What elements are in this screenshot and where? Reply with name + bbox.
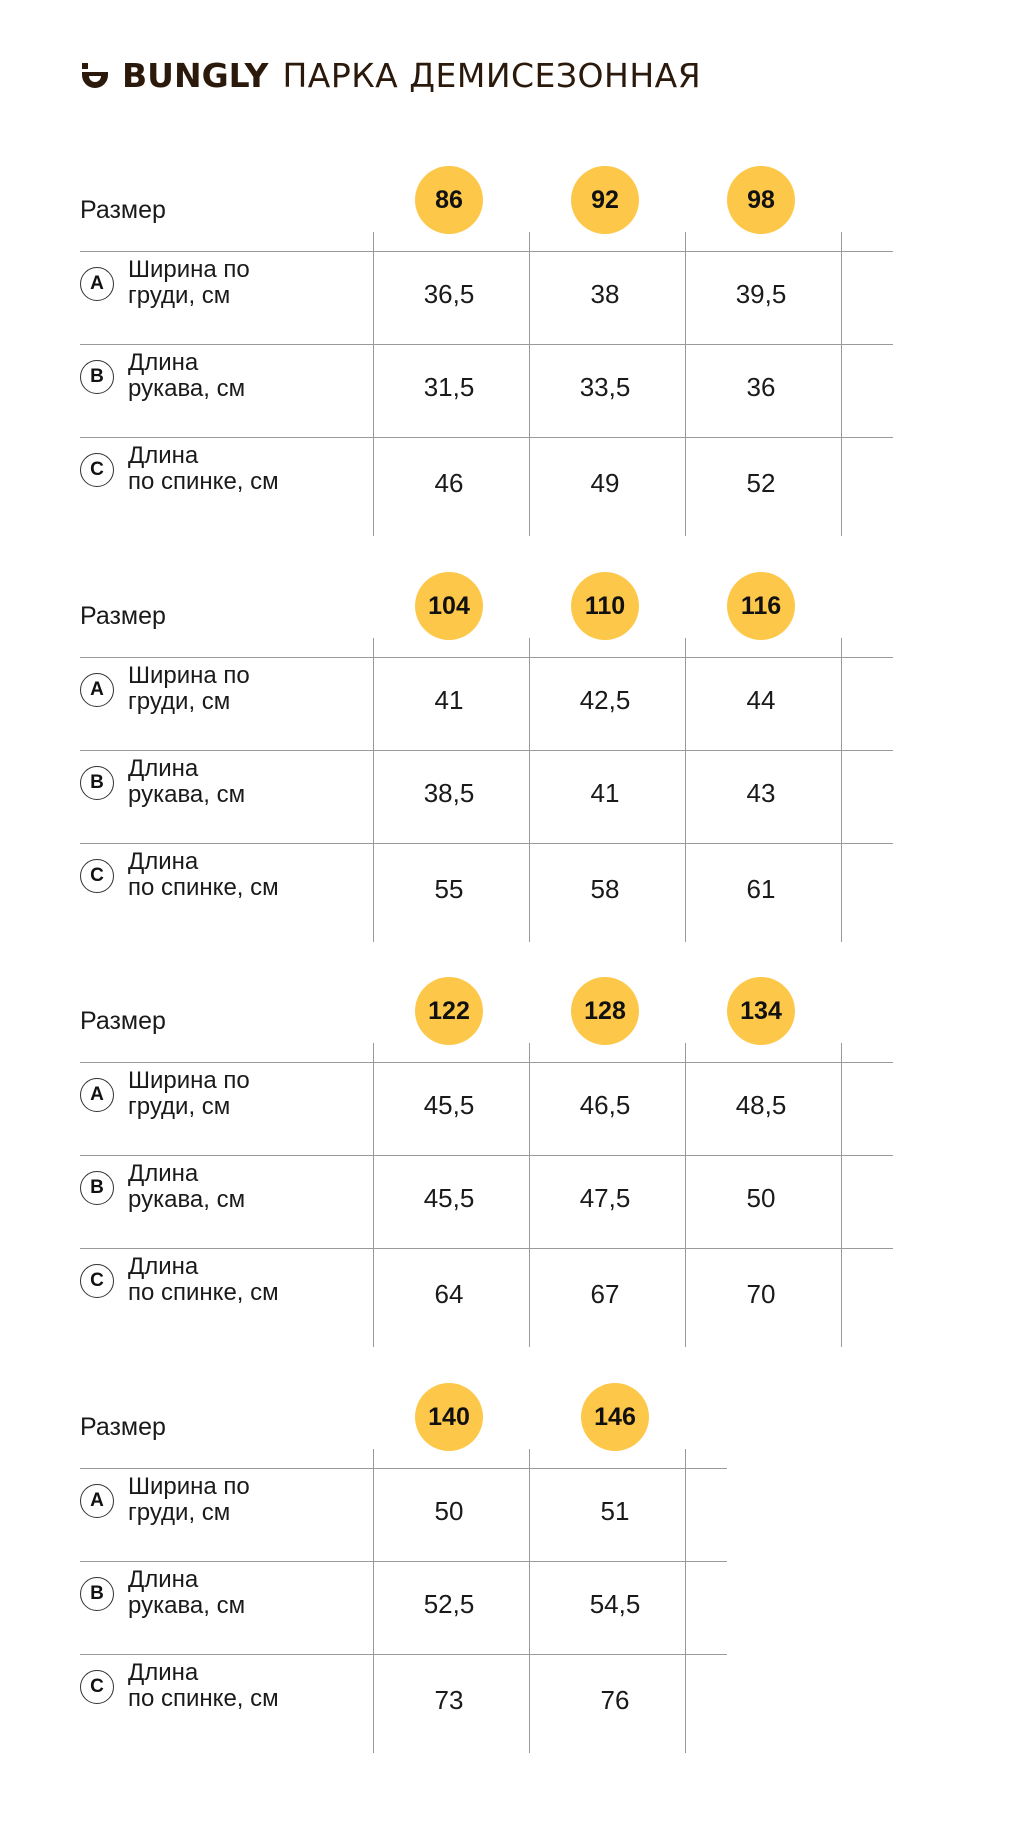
size-badge: 128 xyxy=(571,977,639,1045)
row-label xyxy=(128,1567,358,1619)
table-cell: 45,5 xyxy=(423,1183,475,1213)
size-caption: Размер xyxy=(80,1007,166,1035)
table-cell: 70 xyxy=(746,1279,776,1309)
row-label-line1: Длина xyxy=(128,1659,199,1686)
row-label xyxy=(128,1161,358,1213)
row-divider xyxy=(80,344,893,345)
row-divider xyxy=(80,750,893,751)
row-label-line2: рукава, см xyxy=(128,1592,246,1619)
size-badge: 146 xyxy=(581,1383,649,1451)
row-letter-badge: A xyxy=(80,673,114,707)
row-label-line1: Ширина по xyxy=(128,1067,250,1094)
size-badge: 110 xyxy=(571,572,639,640)
column-divider xyxy=(373,1449,374,1753)
row-label xyxy=(128,1068,358,1120)
row-divider xyxy=(80,437,893,438)
row-label-line2: рукава, см xyxy=(128,1186,246,1213)
column-divider xyxy=(373,1043,374,1347)
column-divider xyxy=(373,638,374,942)
size-table xyxy=(0,572,1024,962)
row-label xyxy=(128,849,358,901)
column-divider xyxy=(841,232,842,536)
column-divider xyxy=(685,638,686,942)
table-cell: 46 xyxy=(434,468,464,498)
table-cell: 46,5 xyxy=(579,1090,631,1120)
row-divider xyxy=(80,1062,893,1063)
row-letter-badge: C xyxy=(80,859,114,893)
column-divider xyxy=(685,1043,686,1347)
row-label-line1: Ширина по xyxy=(128,1473,250,1500)
table-cell: 42,5 xyxy=(579,685,631,715)
smile-cup-icon xyxy=(80,60,110,90)
table-cell: 33,5 xyxy=(579,372,631,402)
table-cell: 41 xyxy=(590,778,620,808)
size-table xyxy=(0,166,1024,556)
header xyxy=(80,52,701,98)
row-label-line2: груди, см xyxy=(128,1499,231,1526)
row-letter-badge: A xyxy=(80,267,114,301)
size-badge: 140 xyxy=(415,1383,483,1451)
table-cell: 54,5 xyxy=(589,1589,641,1619)
row-label xyxy=(128,1660,358,1712)
row-label-line2: груди, см xyxy=(128,282,231,309)
column-divider xyxy=(685,232,686,536)
table-cell: 48,5 xyxy=(735,1090,787,1120)
row-divider xyxy=(80,251,893,252)
row-letter-badge: C xyxy=(80,453,114,487)
table-cell: 43 xyxy=(746,778,776,808)
row-letter-badge: B xyxy=(80,766,114,800)
size-badge: 104 xyxy=(415,572,483,640)
row-label xyxy=(128,1254,358,1306)
size-badge: 98 xyxy=(727,166,795,234)
table-cell: 52 xyxy=(746,468,776,498)
column-divider xyxy=(529,1449,530,1753)
table-cell: 50 xyxy=(434,1496,464,1526)
row-label-line1: Ширина по xyxy=(128,662,250,689)
row-label xyxy=(128,663,358,715)
row-label-line1: Длина xyxy=(128,1160,199,1187)
table-cell: 49 xyxy=(590,468,620,498)
table-cell: 41 xyxy=(434,685,464,715)
size-badge: 92 xyxy=(571,166,639,234)
row-letter-badge: B xyxy=(80,360,114,394)
row-label-line2: рукава, см xyxy=(128,781,246,808)
row-label-line2: груди, см xyxy=(128,688,231,715)
row-label-line2: по спинке, см xyxy=(128,1685,279,1712)
row-label-line2: по спинке, см xyxy=(128,874,279,901)
row-letter-badge: A xyxy=(80,1484,114,1518)
table-cell: 73 xyxy=(434,1685,464,1715)
row-label xyxy=(128,350,358,402)
row-label-line1: Ширина по xyxy=(128,256,250,283)
row-divider xyxy=(80,657,893,658)
row-letter-badge: C xyxy=(80,1264,114,1298)
table-cell: 38,5 xyxy=(423,778,475,808)
size-caption: Размер xyxy=(80,1413,166,1441)
size-table xyxy=(0,1383,1024,1773)
table-cell: 58 xyxy=(590,874,620,904)
row-label-line1: Длина xyxy=(128,848,199,875)
column-divider xyxy=(841,638,842,942)
table-cell: 61 xyxy=(746,874,776,904)
row-label-line1: Длина xyxy=(128,1253,199,1280)
size-badge: 122 xyxy=(415,977,483,1045)
column-divider xyxy=(841,1043,842,1347)
row-divider xyxy=(80,1248,893,1249)
table-cell: 45,5 xyxy=(423,1090,475,1120)
row-label-line1: Длина xyxy=(128,442,199,469)
row-label-line2: груди, см xyxy=(128,1093,231,1120)
table-cell: 44 xyxy=(746,685,776,715)
row-letter-badge: A xyxy=(80,1078,114,1112)
product-title: ПАРКА ДЕМИСЕЗОННАЯ xyxy=(282,55,702,95)
table-cell: 55 xyxy=(434,874,464,904)
row-label-line2: по спинке, см xyxy=(128,468,279,495)
table-cell: 36,5 xyxy=(423,279,475,309)
table-cell: 51 xyxy=(600,1496,630,1526)
row-label xyxy=(128,257,358,309)
column-divider xyxy=(529,638,530,942)
column-divider xyxy=(373,232,374,536)
size-badge: 134 xyxy=(727,977,795,1045)
column-divider xyxy=(685,1449,686,1753)
row-label-line1: Длина xyxy=(128,755,199,782)
row-label-line1: Длина xyxy=(128,1566,199,1593)
row-label-line2: рукава, см xyxy=(128,375,246,402)
table-cell: 52,5 xyxy=(423,1589,475,1619)
column-divider xyxy=(529,1043,530,1347)
size-table xyxy=(0,977,1024,1367)
table-cell: 67 xyxy=(590,1279,620,1309)
row-letter-badge: B xyxy=(80,1171,114,1205)
row-letter-badge: C xyxy=(80,1670,114,1704)
size-badge: 116 xyxy=(727,572,795,640)
table-cell: 47,5 xyxy=(579,1183,631,1213)
row-label-line2: по спинке, см xyxy=(128,1279,279,1306)
row-label xyxy=(128,756,358,808)
row-divider xyxy=(80,1468,727,1469)
column-divider xyxy=(529,232,530,536)
size-caption: Размер xyxy=(80,196,166,224)
row-letter-badge: B xyxy=(80,1577,114,1611)
table-cell: 38 xyxy=(590,279,620,309)
table-cell: 39,5 xyxy=(735,279,787,309)
row-divider xyxy=(80,843,893,844)
size-caption: Размер xyxy=(80,602,166,630)
brand-name: BUNGLY xyxy=(122,55,269,95)
table-cell: 76 xyxy=(600,1685,630,1715)
row-divider xyxy=(80,1561,727,1562)
table-cell: 50 xyxy=(746,1183,776,1213)
size-badge: 86 xyxy=(415,166,483,234)
table-cell: 31,5 xyxy=(423,372,475,402)
row-label xyxy=(128,1474,358,1526)
row-label xyxy=(128,443,358,495)
table-cell: 36 xyxy=(746,372,776,402)
row-divider xyxy=(80,1654,727,1655)
row-label-line1: Длина xyxy=(128,349,199,376)
row-divider xyxy=(80,1155,893,1156)
table-cell: 64 xyxy=(434,1279,464,1309)
